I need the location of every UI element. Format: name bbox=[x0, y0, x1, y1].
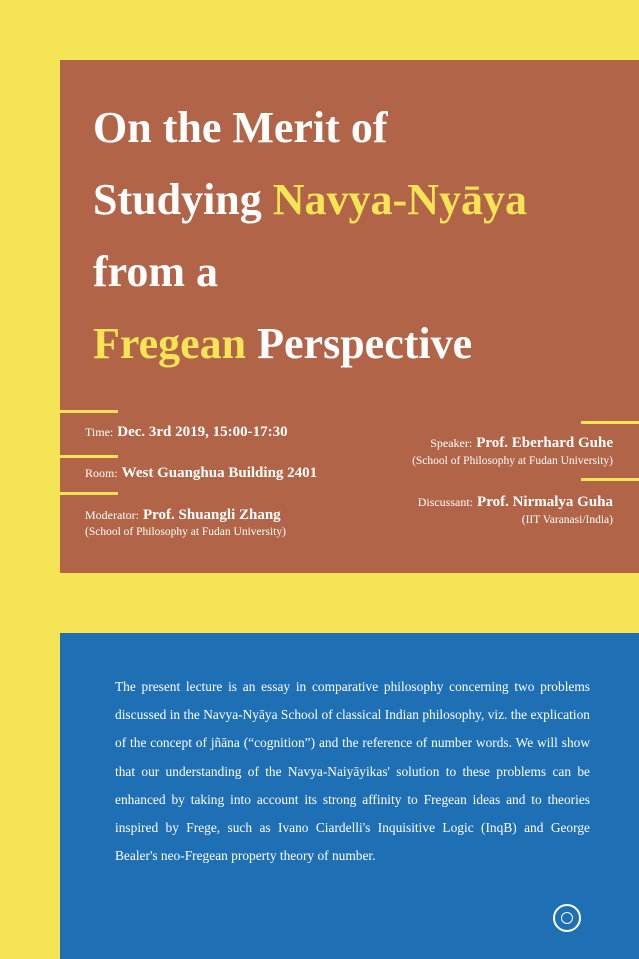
speaker-info bbox=[430, 434, 613, 452]
title-highlight-navya-nyaya: Navya-Nyāya bbox=[272, 175, 527, 224]
rule-above-time bbox=[60, 410, 118, 413]
speaker-value: Prof. Eberhard Guhe bbox=[476, 435, 613, 451]
discussant-label: Discussant: bbox=[417, 495, 474, 509]
time-info bbox=[85, 423, 288, 441]
abstract-text: The present lecture is an essay in comparative philosophy concerning two problems discussed in the Navya-Nyāya School of classical Indian philosophy, viz. the explication of the concept of jñāna (“cognition”) and the reference of number words. We will show that our understanding of the Navya-Naiyāyikas' solution to these problems can be enhanced by taking into account its strong affinity to Fregean ideas and to theories inspired by Frege, such as Ivano Ciardelli's Inquisitive Logic (InqB) and George Bealer's neo-Fregean property theory of number. bbox=[115, 679, 590, 864]
title-line-4-text: Perspective bbox=[246, 319, 473, 368]
speaker-affiliation: (School of Philosophy at Fudan University) bbox=[412, 455, 613, 467]
room-label: Room: bbox=[85, 466, 118, 480]
title-line-2 bbox=[93, 164, 633, 236]
title-line-2-text: Studying bbox=[93, 175, 273, 224]
rule-above-speaker bbox=[581, 421, 639, 424]
rule-below-room bbox=[60, 492, 118, 495]
moderator-affiliation: (School of Philosophy at Fudan University) bbox=[85, 526, 286, 538]
discussant-affiliation: (IIT Varanasi/India) bbox=[521, 514, 613, 526]
time-value: Dec. 3rd 2019, 15:00-17:30 bbox=[117, 424, 288, 440]
title-line-3: from a bbox=[93, 247, 219, 296]
moderator-value: Prof. Shuangli Zhang bbox=[142, 507, 281, 523]
poster-title bbox=[93, 92, 633, 380]
rule-above-discussant bbox=[581, 478, 639, 481]
university-seal-icon bbox=[553, 904, 581, 932]
time-label: Time: bbox=[85, 425, 114, 439]
title-line-1: On the Merit of bbox=[93, 103, 388, 152]
moderator-info bbox=[85, 506, 281, 524]
room-info bbox=[85, 464, 317, 482]
speaker-label: Speaker: bbox=[430, 436, 473, 450]
discussant-info bbox=[418, 493, 613, 511]
title-line-4 bbox=[93, 308, 633, 380]
moderator-label: Moderator: bbox=[85, 508, 139, 522]
title-highlight-fregean: Fregean bbox=[93, 319, 247, 368]
discussant-value: Prof. Nirmalya Guha bbox=[477, 494, 613, 510]
room-value: West Guanghua Building 2401 bbox=[121, 465, 318, 481]
rule-above-room bbox=[60, 455, 118, 458]
